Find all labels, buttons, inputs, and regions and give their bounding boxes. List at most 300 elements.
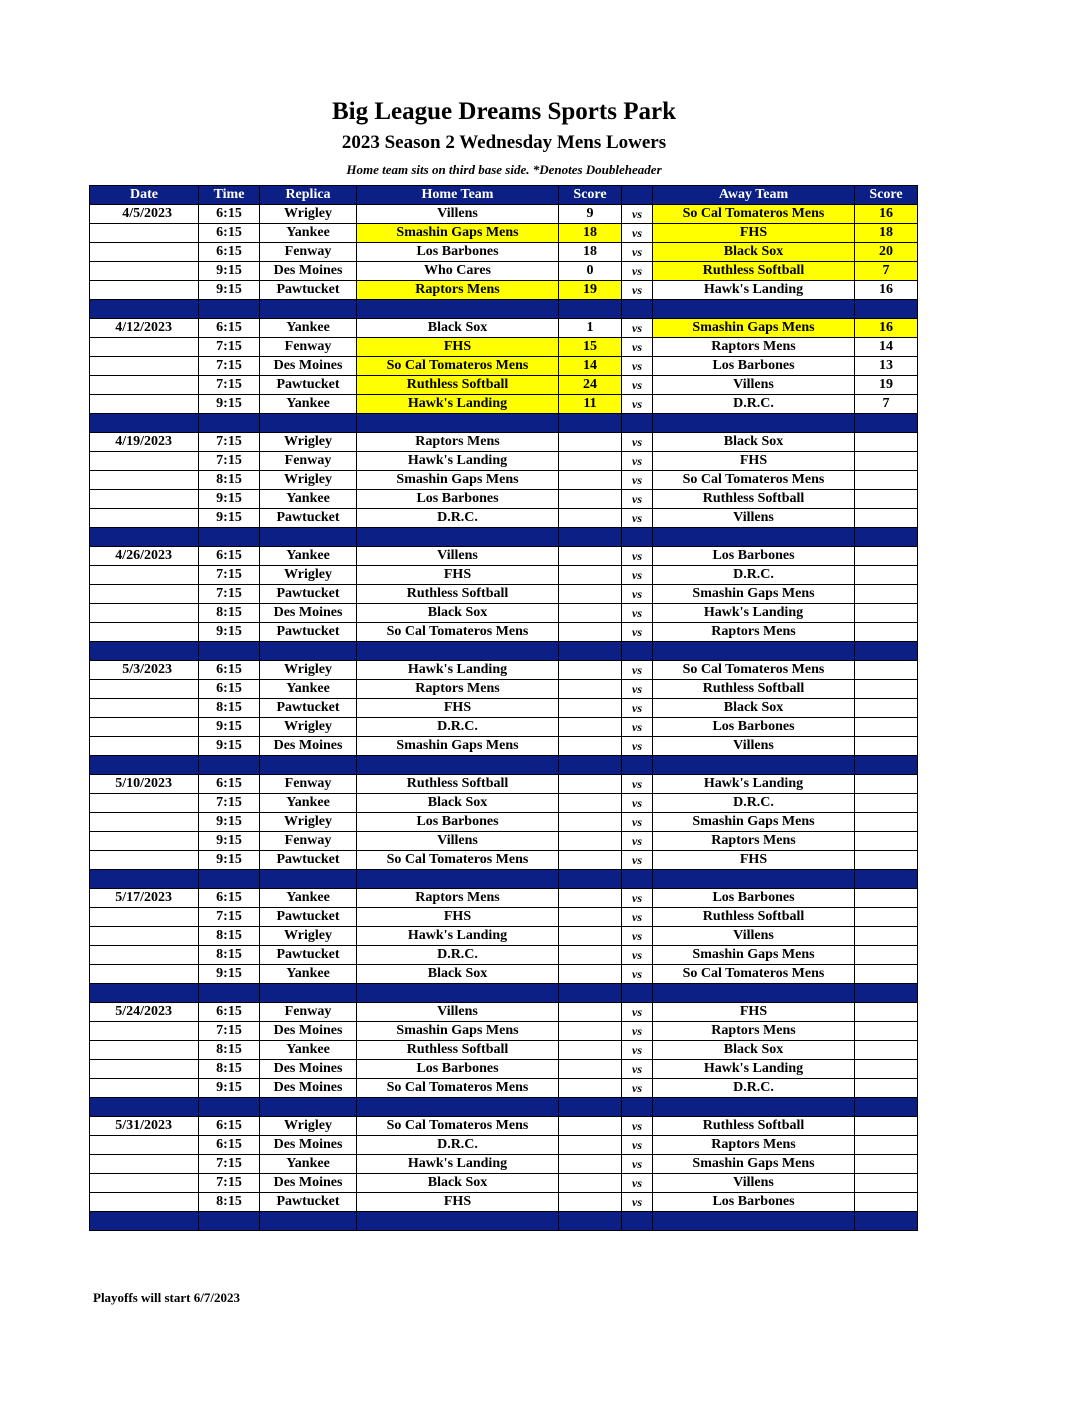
separator-cell [199,300,260,319]
away-score-cell [855,1117,918,1136]
vs-cell: vs [622,1136,653,1155]
column-header-home-team: Home Team [357,186,559,205]
schedule-body [90,205,918,1231]
home-score-cell [559,1041,622,1060]
time-cell: 7:15 [199,1155,260,1174]
replica-cell: Des Moines [260,1060,357,1079]
separator-cell [357,756,559,775]
time-cell: 8:15 [199,927,260,946]
date-cell [90,471,199,490]
away-team-cell: Hawk's Landing [653,281,855,300]
separator-cell [199,528,260,547]
playoffs-note: Playoffs will start 6/7/2023 [93,1290,240,1305]
separator-cell [622,414,653,433]
vs-cell: vs [622,946,653,965]
vs-cell: vs [622,433,653,452]
home-team-cell: Who Cares [357,262,559,281]
separator-cell [90,1098,199,1117]
date-cell: 5/31/2023 [90,1117,199,1136]
table-row [90,224,918,243]
date-cell [90,262,199,281]
replica-cell: Des Moines [260,737,357,756]
date-cell: 5/17/2023 [90,889,199,908]
home-team-cell: So Cal Tomateros Mens [357,1079,559,1098]
home-team-cell: Raptors Mens [357,889,559,908]
vs-cell: vs [622,1022,653,1041]
time-cell: 6:15 [199,680,260,699]
home-team-cell: FHS [357,566,559,585]
table-row [90,395,918,414]
away-score-cell: 7 [855,395,918,414]
date-cell [90,490,199,509]
table-row [90,737,918,756]
replica-cell: Wrigley [260,471,357,490]
separator-cell [357,870,559,889]
home-score-cell [559,1174,622,1193]
separator-cell [90,528,199,547]
separator-cell [653,414,855,433]
table-row [90,243,918,262]
date-cell [90,718,199,737]
date-cell [90,927,199,946]
replica-cell: Yankee [260,319,357,338]
home-team-cell: Black Sox [357,319,559,338]
home-score-cell [559,832,622,851]
away-team-cell: Los Barbones [653,547,855,566]
date-cell [90,509,199,528]
separator-cell [357,1212,559,1231]
away-score-cell: 16 [855,205,918,224]
vs-cell: vs [622,927,653,946]
time-cell: 8:15 [199,471,260,490]
table-row [90,1155,918,1174]
time-cell: 6:15 [199,889,260,908]
replica-cell: Wrigley [260,927,357,946]
time-cell: 7:15 [199,338,260,357]
time-cell: 9:15 [199,718,260,737]
time-cell: 9:15 [199,832,260,851]
time-cell: 8:15 [199,946,260,965]
replica-cell: Wrigley [260,661,357,680]
table-row [90,566,918,585]
away-team-cell: FHS [653,224,855,243]
separator-cell [90,756,199,775]
away-team-cell: Villens [653,737,855,756]
separator-cell [357,414,559,433]
home-team-cell: D.R.C. [357,1136,559,1155]
vs-cell: vs [622,471,653,490]
away-team-cell: Hawk's Landing [653,604,855,623]
separator-cell [90,642,199,661]
away-score-cell: 20 [855,243,918,262]
vs-cell: vs [622,1155,653,1174]
replica-cell: Des Moines [260,1022,357,1041]
time-cell: 9:15 [199,623,260,642]
date-cell [90,832,199,851]
separator-cell [199,1098,260,1117]
table-row [90,547,918,566]
home-score-cell [559,813,622,832]
away-score-cell: 16 [855,319,918,338]
table-row [90,205,918,224]
home-team-cell: FHS [357,908,559,927]
vs-cell: vs [622,661,653,680]
vs-cell: vs [622,395,653,414]
away-team-cell: Smashin Gaps Mens [653,813,855,832]
table-row [90,1041,918,1060]
separator-cell [855,528,918,547]
away-team-cell: Hawk's Landing [653,1060,855,1079]
away-score-cell [855,832,918,851]
vs-cell: vs [622,509,653,528]
time-cell: 7:15 [199,585,260,604]
away-team-cell: Smashin Gaps Mens [653,585,855,604]
away-score-cell [855,1022,918,1041]
home-score-cell [559,718,622,737]
date-cell [90,1060,199,1079]
vs-cell: vs [622,262,653,281]
week-separator-row [90,870,918,889]
date-cell [90,585,199,604]
away-score-cell [855,623,918,642]
home-team-cell: Ruthless Softball [357,775,559,794]
home-team-cell: Smashin Gaps Mens [357,737,559,756]
separator-cell [90,984,199,1003]
away-team-cell: D.R.C. [653,794,855,813]
separator-cell [260,984,357,1003]
replica-cell: Des Moines [260,604,357,623]
home-score-cell [559,452,622,471]
time-cell: 6:15 [199,319,260,338]
away-score-cell: 7 [855,262,918,281]
away-team-cell: So Cal Tomateros Mens [653,205,855,224]
away-team-cell: Ruthless Softball [653,1117,855,1136]
home-team-cell: Villens [357,1003,559,1022]
home-score-cell [559,604,622,623]
home-score-cell [559,1060,622,1079]
home-score-cell [559,927,622,946]
home-score-cell: 1 [559,319,622,338]
home-score-cell [559,680,622,699]
home-score-cell [559,908,622,927]
home-score-cell [559,566,622,585]
time-cell: 7:15 [199,376,260,395]
time-cell: 7:15 [199,357,260,376]
vs-cell: vs [622,1003,653,1022]
separator-cell [622,1098,653,1117]
away-team-cell: FHS [653,1003,855,1022]
away-score-cell: 13 [855,357,918,376]
date-cell [90,376,199,395]
home-team-cell: Smashin Gaps Mens [357,1022,559,1041]
replica-cell: Fenway [260,1003,357,1022]
separator-cell [653,870,855,889]
date-cell [90,623,199,642]
separator-cell [559,1212,622,1231]
home-team-cell: Los Barbones [357,490,559,509]
replica-cell: Fenway [260,452,357,471]
vs-cell: vs [622,547,653,566]
away-score-cell [855,775,918,794]
replica-cell: Yankee [260,547,357,566]
away-team-cell: Los Barbones [653,718,855,737]
time-cell: 8:15 [199,604,260,623]
time-cell: 9:15 [199,851,260,870]
away-score-cell [855,1079,918,1098]
away-team-cell: So Cal Tomateros Mens [653,661,855,680]
vs-cell: vs [622,281,653,300]
separator-cell [622,870,653,889]
home-team-cell: Hawk's Landing [357,661,559,680]
replica-cell: Yankee [260,965,357,984]
date-cell [90,908,199,927]
time-cell: 6:15 [199,243,260,262]
separator-cell [260,642,357,661]
replica-cell: Yankee [260,1041,357,1060]
time-cell: 8:15 [199,699,260,718]
separator-cell [260,756,357,775]
date-cell [90,357,199,376]
separator-cell [559,414,622,433]
table-row [90,946,918,965]
separator-cell [855,300,918,319]
away-score-cell [855,908,918,927]
table-row [90,262,918,281]
time-cell: 7:15 [199,794,260,813]
home-score-cell [559,1117,622,1136]
replica-cell: Yankee [260,224,357,243]
home-score-cell [559,1079,622,1098]
home-score-cell: 18 [559,243,622,262]
home-score-cell [559,794,622,813]
away-team-cell: Raptors Mens [653,832,855,851]
column-header-away-score: Score [855,186,918,205]
replica-cell: Fenway [260,243,357,262]
table-row [90,699,918,718]
table-row [90,927,918,946]
vs-cell: vs [622,490,653,509]
home-score-cell [559,1022,622,1041]
time-cell: 7:15 [199,452,260,471]
away-score-cell [855,965,918,984]
vs-cell: vs [622,604,653,623]
separator-cell [357,300,559,319]
away-score-cell [855,927,918,946]
home-score-cell [559,585,622,604]
time-cell: 6:15 [199,547,260,566]
replica-cell: Pawtucket [260,623,357,642]
table-row [90,471,918,490]
home-team-cell: Ruthless Softball [357,1041,559,1060]
separator-cell [260,1212,357,1231]
separator-cell [559,528,622,547]
home-team-cell: D.R.C. [357,509,559,528]
time-cell: 8:15 [199,1193,260,1212]
date-cell [90,965,199,984]
separator-cell [260,528,357,547]
replica-cell: Yankee [260,889,357,908]
away-team-cell: Villens [653,927,855,946]
home-team-cell: Raptors Mens [357,433,559,452]
time-cell: 6:15 [199,1003,260,1022]
week-separator-row [90,528,918,547]
away-score-cell [855,509,918,528]
away-score-cell [855,737,918,756]
separator-cell [357,642,559,661]
away-team-cell: Ruthless Softball [653,262,855,281]
date-cell [90,1079,199,1098]
home-score-cell: 9 [559,205,622,224]
schedule-note: Home team sits on third base side. *Denotes Doubleheader [346,162,662,177]
home-team-cell: Villens [357,205,559,224]
home-team-cell: Black Sox [357,1174,559,1193]
date-cell: 5/10/2023 [90,775,199,794]
separator-cell [653,300,855,319]
separator-cell [622,984,653,1003]
away-score-cell: 19 [855,376,918,395]
date-cell [90,1136,199,1155]
away-score-cell [855,851,918,870]
home-team-cell: Hawk's Landing [357,927,559,946]
week-separator-row [90,1212,918,1231]
home-team-cell: Raptors Mens [357,680,559,699]
replica-cell: Yankee [260,794,357,813]
away-score-cell [855,1155,918,1174]
home-team-cell: Ruthless Softball [357,585,559,604]
replica-cell: Wrigley [260,1117,357,1136]
home-score-cell [559,737,622,756]
date-cell [90,338,199,357]
replica-cell: Pawtucket [260,281,357,300]
replica-cell: Des Moines [260,1136,357,1155]
date-cell [90,1193,199,1212]
home-score-cell [559,889,622,908]
home-score-cell [559,1136,622,1155]
date-cell [90,224,199,243]
vs-cell: vs [622,319,653,338]
separator-cell [199,642,260,661]
separator-cell [559,756,622,775]
time-cell: 9:15 [199,490,260,509]
vs-cell: vs [622,452,653,471]
home-team-cell: So Cal Tomateros Mens [357,357,559,376]
home-score-cell [559,661,622,680]
table-row [90,452,918,471]
table-row [90,1060,918,1079]
home-score-cell [559,547,622,566]
away-team-cell: Black Sox [653,433,855,452]
vs-cell: vs [622,243,653,262]
page-title: Big League Dreams Sports Park [332,98,676,125]
separator-cell [90,1212,199,1231]
replica-cell: Des Moines [260,262,357,281]
separator-cell [260,870,357,889]
home-score-cell [559,699,622,718]
away-team-cell: Villens [653,376,855,395]
away-team-cell: Ruthless Softball [653,908,855,927]
home-team-cell: Black Sox [357,604,559,623]
date-cell [90,281,199,300]
separator-cell [559,870,622,889]
time-cell: 7:15 [199,566,260,585]
home-team-cell: Raptors Mens [357,281,559,300]
separator-cell [855,642,918,661]
replica-cell: Wrigley [260,718,357,737]
column-header-home-score: Score [559,186,622,205]
away-team-cell: D.R.C. [653,395,855,414]
table-row [90,604,918,623]
home-team-cell: Los Barbones [357,813,559,832]
separator-cell [357,1098,559,1117]
replica-cell: Fenway [260,775,357,794]
separator-cell [855,1098,918,1117]
home-team-cell: Smashin Gaps Mens [357,224,559,243]
date-cell [90,680,199,699]
week-separator-row [90,984,918,1003]
vs-cell: vs [622,775,653,794]
separator-cell [90,414,199,433]
separator-cell [653,1212,855,1231]
time-cell: 6:15 [199,1136,260,1155]
vs-cell: vs [622,718,653,737]
separator-cell [90,870,199,889]
home-score-cell: 11 [559,395,622,414]
vs-cell: vs [622,794,653,813]
time-cell: 7:15 [199,908,260,927]
date-cell [90,395,199,414]
time-cell: 6:15 [199,661,260,680]
date-cell [90,1155,199,1174]
table-row [90,490,918,509]
vs-cell: vs [622,376,653,395]
home-score-cell [559,471,622,490]
table-row [90,281,918,300]
vs-cell: vs [622,699,653,718]
home-score-cell [559,775,622,794]
away-team-cell: Smashin Gaps Mens [653,1155,855,1174]
date-cell [90,1041,199,1060]
separator-cell [622,756,653,775]
table-row [90,680,918,699]
home-team-cell: Villens [357,832,559,851]
vs-cell: vs [622,1041,653,1060]
replica-cell: Pawtucket [260,699,357,718]
vs-cell: vs [622,224,653,243]
away-score-cell [855,1003,918,1022]
date-cell: 4/26/2023 [90,547,199,566]
away-team-cell: Raptors Mens [653,338,855,357]
table-row [90,1117,918,1136]
separator-cell [653,756,855,775]
away-score-cell [855,889,918,908]
home-team-cell: Smashin Gaps Mens [357,471,559,490]
home-score-cell: 0 [559,262,622,281]
separator-cell [653,1098,855,1117]
table-row [90,509,918,528]
replica-cell: Wrigley [260,205,357,224]
away-score-cell [855,1136,918,1155]
table-row [90,889,918,908]
separator-cell [199,414,260,433]
home-team-cell: So Cal Tomateros Mens [357,623,559,642]
table-row [90,357,918,376]
away-score-cell [855,585,918,604]
replica-cell: Pawtucket [260,509,357,528]
separator-cell [199,870,260,889]
table-row [90,965,918,984]
date-cell [90,1174,199,1193]
time-cell: 6:15 [199,205,260,224]
